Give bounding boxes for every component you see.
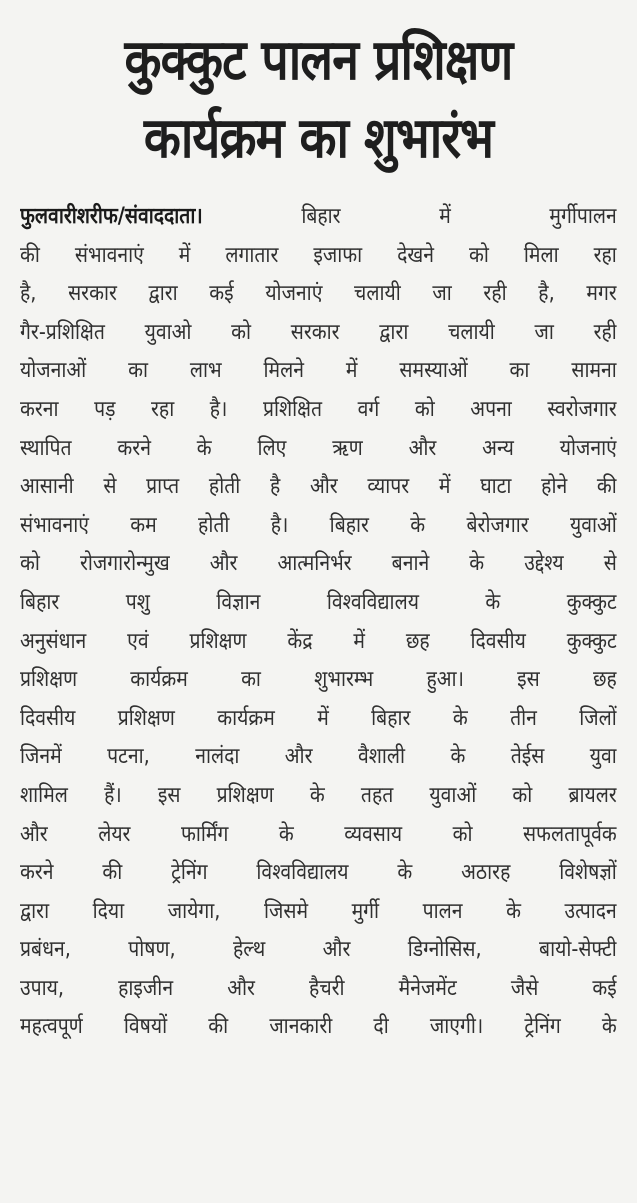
- dateline: फुलवारीशरीफ/संवाददाता।: [20, 204, 203, 229]
- article-line-19: द्वारा दिया जायेगा, जिसमे मुर्गी पालन के उत्पादन: [20, 898, 617, 924]
- article-line-13: प्रशिक्षण कार्यक्रम का शुभारम्भ हुआ। इस छह: [20, 667, 617, 693]
- article-line-9: संभावनाएं कम होती है। बिहार के बेरोजगार युवाओं: [20, 512, 617, 538]
- article-body: [20, 198, 617, 1047]
- headline-line-1: कुक्कुट पालन प्रशिक्षण: [124, 28, 513, 93]
- headline: [20, 22, 617, 178]
- article-line-7: स्थापित करने के लिए ऋण और अन्य योजनाएं: [20, 435, 617, 461]
- article-line-8: आसानी से प्राप्त होती है और व्यापर में घाटा होने की: [20, 474, 617, 500]
- article-line-14: दिवसीय प्रशिक्षण कार्यक्रम में बिहार के तीन जिलों: [20, 705, 617, 731]
- article-line-18: करने की ट्रेनिंग विश्वविद्यालय के अठारह विशेषज्ञों: [20, 860, 617, 886]
- article-line-20: प्रबंधन, पोषण, हेल्थ और डिग्नोसिस, बायो-सेफ्टी: [20, 937, 617, 963]
- article-line-1: [20, 198, 617, 237]
- article-line-11: बिहार पशु विज्ञान विश्वविद्यालय के कुक्कुट: [20, 589, 617, 615]
- article-line-5: योजनाओं का लाभ मिलने में समस्याओं का सामना: [20, 358, 617, 384]
- article-line-22: महत्वपूर्ण विषयों की जानकारी दी जाएगी। ट्रेनिंग के: [20, 1014, 617, 1040]
- article-line-12: अनुसंधान एवं प्रशिक्षण केंद्र में छह दिवसीय कुक्कुट: [20, 628, 617, 654]
- article-line-17: और लेयर फार्मिंग के व्यवसाय को सफलतापूर्वक: [20, 821, 617, 847]
- article-line-6: करना पड़ रहा है। प्रशिक्षित वर्ग को अपना स्वरोजगार: [20, 396, 617, 422]
- headline-line-2: कार्यक्रम का शुभारंभ: [143, 106, 494, 171]
- article-line-15: जिनमें पटना, नालंदा और वैशाली के तेईस युवा: [20, 744, 617, 770]
- article-line-3: है, सरकार द्वारा कई योजनाएं चलायी जा रही है, मगर: [20, 281, 617, 307]
- article-line-1-text: बिहार में मुर्गीपालन: [202, 204, 617, 229]
- article-line-4: गैर-प्रशिक्षित युवाओ को सरकार द्वारा चलायी जा रही: [20, 319, 617, 345]
- article-line-16: शामिल हैं। इस प्रशिक्षण के तहत युवाओं को ब्रायलर: [20, 782, 617, 808]
- article-line-10: को रोजगारोन्मुख और आत्मनिर्भर बनाने के उद्देश्य से: [20, 551, 617, 577]
- article-line-21: उपाय, हाइजीन और हैचरी मैनेजमेंट जैसे कई: [20, 975, 617, 1001]
- article-line-2: की संभावनाएं में लगातार इजाफा देखने को मिला रहा: [20, 242, 617, 268]
